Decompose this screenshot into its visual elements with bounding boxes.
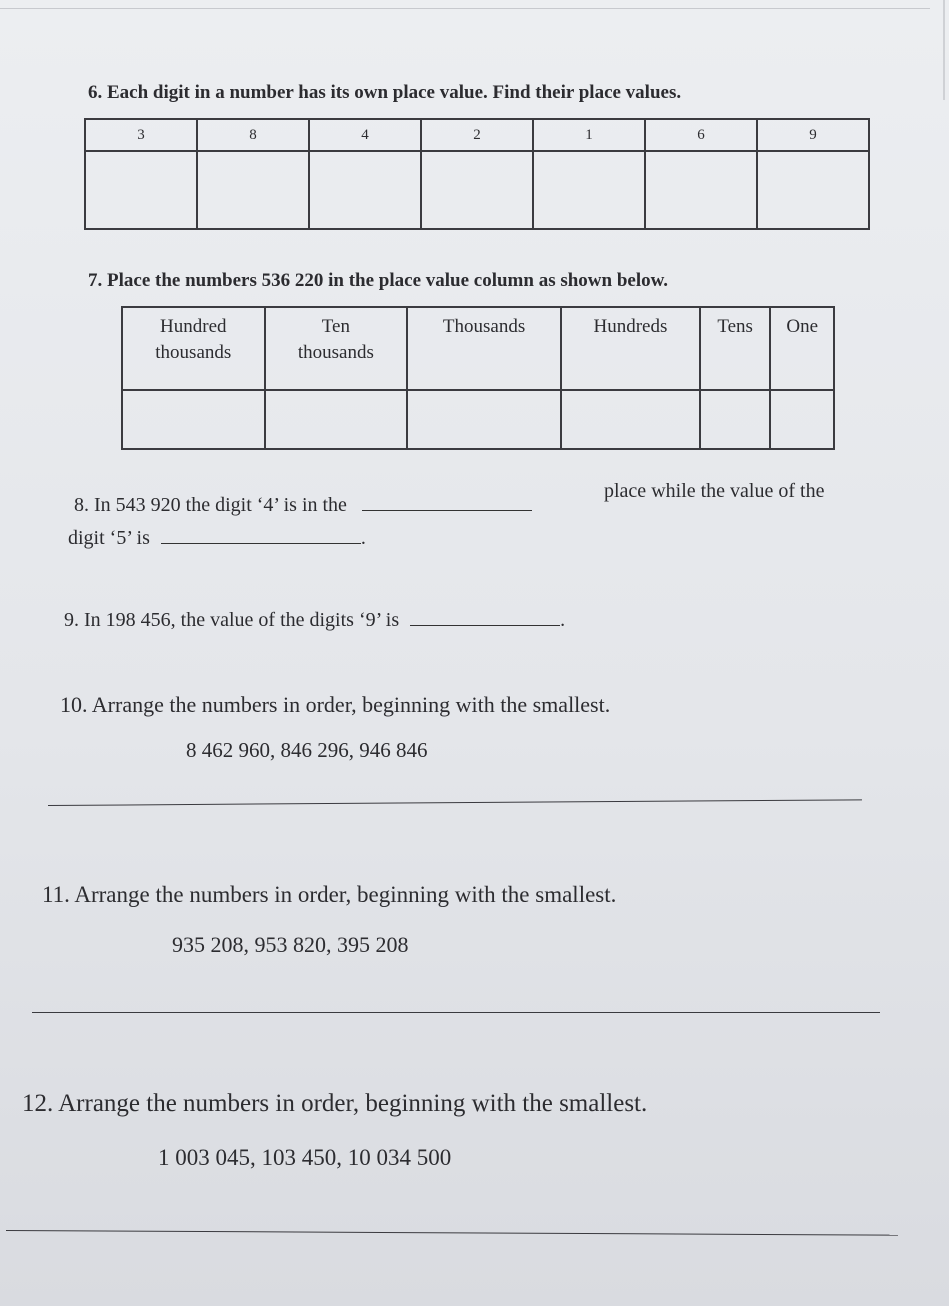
header-thousands: Thousands	[407, 307, 561, 390]
digit-cell: 9	[757, 119, 869, 151]
page-edge-right	[943, 0, 945, 100]
question-6: 6. Each digit in a number has its own place value. Find their place values.	[88, 82, 682, 103]
header-tens: Tens	[700, 307, 771, 390]
answer-cell[interactable]	[122, 390, 265, 449]
answer-cell[interactable]	[700, 390, 771, 449]
answer-cell[interactable]	[645, 151, 757, 229]
answer-blank[interactable]	[362, 494, 532, 511]
question-12: 12. Arrange the numbers in order, beginning with the smallest.	[22, 1090, 648, 1117]
answer-cell[interactable]	[770, 390, 834, 449]
numbers-list: 1 003 045, 103 450, 10 034 500	[158, 1145, 452, 1170]
answer-line[interactable]	[48, 799, 862, 806]
answer-cell[interactable]	[757, 151, 869, 229]
header-one: One	[770, 307, 834, 390]
answer-blank[interactable]	[410, 609, 560, 626]
digit-cell: 8	[197, 119, 309, 151]
place-value-table	[84, 118, 870, 230]
question-11: 11. Arrange the numbers in order, beginning with the smallest.	[42, 882, 617, 907]
digit-cell: 3	[85, 119, 197, 151]
header-ten-thousands: Ten thousands	[265, 307, 408, 390]
digit-cell: 1	[533, 119, 645, 151]
numbers-list: 8 462 960, 846 296, 946 846	[186, 738, 428, 762]
answer-cell[interactable]	[533, 151, 645, 229]
answer-cell[interactable]	[197, 151, 309, 229]
header-hundreds: Hundreds	[561, 307, 700, 390]
question-7: 7. Place the numbers 536 220 in the place value column as shown below.	[88, 270, 669, 291]
page-edge	[0, 8, 930, 9]
answer-line[interactable]	[32, 1012, 880, 1013]
question-9: 9. In 198 456, the value of the digits ‘9’ is .	[64, 609, 566, 631]
answer-cell[interactable]	[85, 151, 197, 229]
question-8: 8. In 543 920 the digit ‘4’ is in the	[74, 494, 532, 517]
numbers-list: 935 208, 953 820, 395 208	[172, 932, 409, 957]
digit-cell: 2	[421, 119, 533, 151]
question-10: 10. Arrange the numbers in order, beginning with the smallest.	[60, 692, 611, 717]
answer-cell[interactable]	[265, 390, 408, 449]
header-hundred-thousands: Hundred thousands	[122, 307, 265, 390]
answer-cell[interactable]	[407, 390, 561, 449]
question-8-continued: place while the value of the	[604, 480, 825, 502]
place-value-column-table	[121, 306, 835, 450]
digit-cell: 4	[309, 119, 421, 151]
digit-cell: 6	[645, 119, 757, 151]
answer-blank[interactable]	[161, 527, 361, 544]
question-8-line-2: digit ‘5’ is .	[68, 527, 366, 549]
answer-line[interactable]	[6, 1230, 898, 1236]
answer-cell[interactable]	[309, 151, 421, 229]
answer-cell[interactable]	[561, 390, 700, 449]
answer-cell[interactable]	[421, 151, 533, 229]
